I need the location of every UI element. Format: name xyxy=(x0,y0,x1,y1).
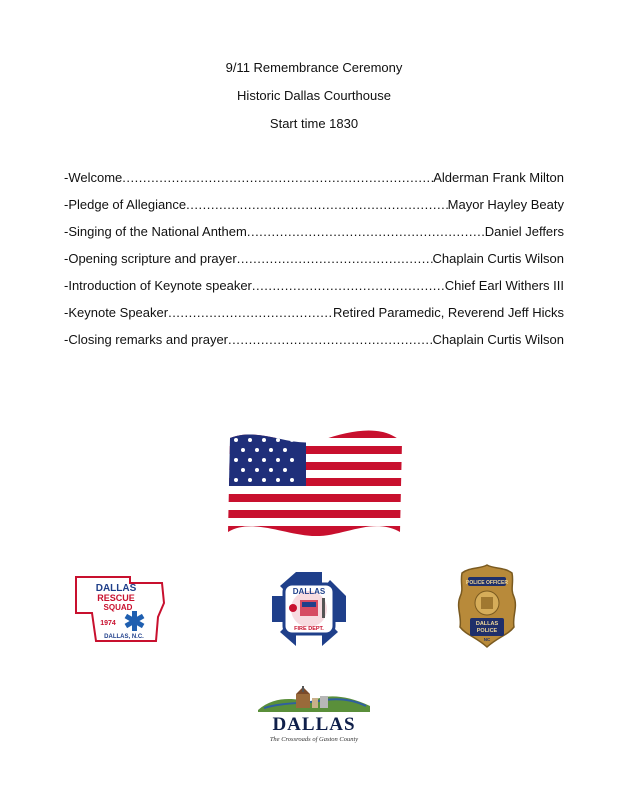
title: 9/11 Remembrance Ceremony xyxy=(225,60,403,75)
police-badge-logo xyxy=(456,563,518,649)
program-item: -Welcome xyxy=(64,170,123,185)
rescue-squad-logo xyxy=(72,573,168,645)
program-row xyxy=(64,332,564,359)
program-item: -Singing of the National Anthem xyxy=(64,224,247,239)
fire-bottom: FIRE DEPT. xyxy=(294,626,324,632)
program-item: -Keynote Speaker xyxy=(64,305,169,320)
american-flag-icon xyxy=(222,428,408,546)
police-bottom2: POLICE xyxy=(476,628,498,634)
fire-top: DALLAS xyxy=(292,587,326,596)
program-person: Retired Paramedic, Reverend Jeff Hicks xyxy=(333,305,564,320)
rescue-line2: RESCUE xyxy=(97,593,135,603)
program-list xyxy=(64,170,564,359)
dot-leader xyxy=(186,197,448,212)
rescue-line1: DALLAS xyxy=(95,583,137,594)
program-item: -Pledge of Allegiance xyxy=(64,197,187,212)
program-person: Chaplain Curtis Wilson xyxy=(432,251,564,266)
police-top: POLICE OFFICER xyxy=(466,580,508,586)
town-tagline: The Crossroads of Gaston County xyxy=(269,736,359,743)
rescue-place: DALLAS, N.C. xyxy=(104,634,144,640)
dot-leader xyxy=(122,170,433,185)
program-row xyxy=(64,305,564,332)
dot-leader xyxy=(168,305,333,320)
program-item: -Opening scripture and prayer xyxy=(64,251,237,266)
program-item: -Closing remarks and prayer xyxy=(64,332,229,347)
town-name: DALLAS xyxy=(272,714,356,735)
police-bottom1: DALLAS xyxy=(475,621,499,627)
program-person: Mayor Hayley Beaty xyxy=(447,197,564,212)
dot-leader xyxy=(247,224,485,239)
venue: Historic Dallas Courthouse xyxy=(237,88,391,103)
rescue-line3: SQUAD xyxy=(103,603,133,612)
start-time: Start time 1830 xyxy=(269,116,359,131)
program-row xyxy=(64,224,564,251)
program-person: Chaplain Curtis Wilson xyxy=(432,332,564,347)
program-row xyxy=(64,278,564,305)
program-row xyxy=(64,251,564,278)
fire-dept-logo xyxy=(270,570,348,648)
town-of-dallas-logo xyxy=(254,684,374,746)
dot-leader xyxy=(252,278,445,293)
dot-leader xyxy=(228,332,432,347)
program-person: Chief Earl Withers III xyxy=(444,278,564,293)
program-item: -Introduction of Keynote speaker xyxy=(64,278,252,293)
police-state: NC xyxy=(483,637,491,642)
program-person: Alderman Frank Milton xyxy=(433,170,564,185)
program-row xyxy=(64,197,564,224)
dot-leader xyxy=(237,251,433,266)
rescue-year: 1974 xyxy=(100,620,116,627)
program-person: Daniel Jeffers xyxy=(484,224,564,239)
program-row xyxy=(64,170,564,197)
